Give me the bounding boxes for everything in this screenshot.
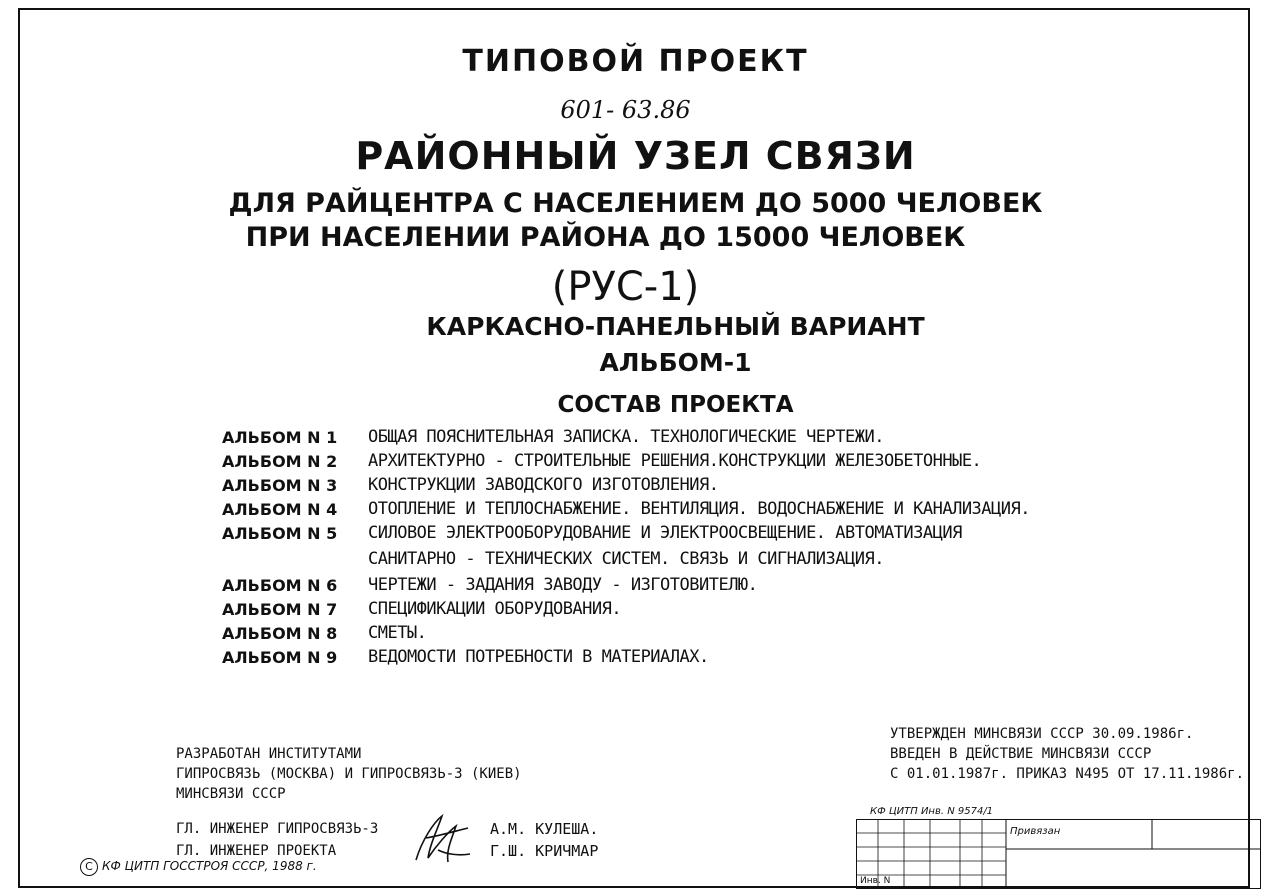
approval-line-1: УТВЕРЖДЕН МИНСВЯЗИ СССР 30.09.1986г.: [890, 726, 1194, 742]
list-item: [222, 596, 1212, 620]
subtitle-line-1: ДЛЯ РАЙЦЕНТРА С НАСЕЛЕНИЕМ ДО 5000 ЧЕЛОВЕК: [228, 188, 1043, 219]
album-label: АЛЬБОМ N 4: [222, 500, 338, 519]
chief-role-1: ГЛ. ИНЖЕНЕР ГИПРОСВЯЗЬ-3: [176, 821, 379, 837]
album-description: СПЕЦИФИКАЦИИ ОБОРУДОВАНИЯ.: [368, 599, 622, 619]
album-description: КОНСТРУКЦИИ ЗАВОДСКОГО ИЗГОТОВЛЕНИЯ.: [368, 475, 719, 495]
subtitle-line-2: ПРИ НАСЕЛЕНИИ РАЙОНА ДО 15000 ЧЕЛОВЕК: [245, 222, 966, 253]
approval-line-2: ВВЕДЕН В ДЕЙСТВИЕ МИНСВЯЗИ СССР: [890, 746, 1152, 762]
album-description: СИЛОВОЕ ЭЛЕКТРООБОРУДОВАНИЕ И ЭЛЕКТРООСВЕЩЕНИЕ. АВТОМАТИЗАЦИЯ: [368, 523, 962, 543]
album-label: АЛЬБОМ N 6: [222, 576, 338, 595]
album-label: АЛЬБОМ N 8: [222, 624, 338, 643]
copyright-icon: C: [80, 858, 98, 876]
list-item: [222, 620, 1212, 644]
signature-icon: [408, 810, 478, 870]
album-label: АЛЬБОМ N 7: [222, 600, 338, 619]
stamp-attached-label: Привязан: [1010, 826, 1061, 837]
album-description-continued: САНИТАРНО - ТЕХНИЧЕСКИХ СИСТЕМ. СВЯЗЬ И СИГНАЛИЗАЦИЯ.: [368, 549, 884, 569]
album-description: ОТОПЛЕНИЕ И ТЕПЛОСНАБЖЕНИЕ. ВЕНТИЛЯЦИЯ. ВОДОСНАБЖЕНИЕ И КАНАЛИЗАЦИЯ.: [368, 499, 1030, 519]
chief-name-1: А.М. КУЛЕША.: [490, 820, 599, 838]
list-item: [222, 644, 1212, 668]
chief-roles: [176, 818, 378, 862]
album-label: АЛЬБОМ N 3: [222, 476, 338, 495]
project-code: (РУС-1): [551, 264, 700, 310]
stamp-inv-label: Инв. N: [860, 876, 891, 886]
album-description: АРХИТЕКТУРНО - СТРОИТЕЛЬНЫЕ РЕШЕНИЯ.КОНСТРУКЦИИ ЖЕЛЕЗОБЕТОННЫЕ.: [368, 451, 982, 471]
album-label: АЛЬБОМ N 2: [222, 452, 338, 471]
album-title: АЛЬБОМ-1: [599, 348, 752, 377]
developed-by-line-3: МИНСВЯЗИ СССР: [176, 786, 286, 802]
album-label: АЛЬБОМ N 5: [222, 524, 338, 543]
composition-heading: СОСТАВ ПРОЕКТА: [557, 392, 794, 418]
project-number: 601- 63.86: [560, 96, 691, 124]
album-description: СМЕТЫ.: [368, 623, 427, 643]
variant-title: КАРКАСНО-ПАНЕЛЬНЫЙ ВАРИАНТ: [426, 312, 925, 341]
approval-block: [890, 724, 1244, 784]
chief-name-2: Г.Ш. КРИЧМАР: [490, 842, 599, 860]
album-label: АЛЬБОМ N 9: [222, 648, 338, 667]
list-item: [222, 520, 1212, 572]
developed-by-block: [176, 744, 522, 804]
chief-role-2: ГЛ. ИНЖЕНЕР ПРОЕКТА: [176, 843, 337, 859]
list-item: [222, 572, 1212, 596]
developed-by-line-1: РАЗРАБОТАН ИНСТИТУТАМИ: [176, 746, 362, 762]
album-description: ОБЩАЯ ПОЯСНИТЕЛЬНАЯ ЗАПИСКА. ТЕХНОЛОГИЧЕСКИЕ ЧЕРТЕЖИ.: [368, 427, 884, 447]
approval-line-3: С 01.01.1987г. ПРИКАЗ N495 ОТ 17.11.1986г.: [890, 766, 1245, 782]
developed-by-line-2: ГИПРОСВЯЗЬ (МОСКВА) И ГИПРОСВЯЗЬ-3 (КИЕВ): [176, 766, 522, 782]
list-item: [222, 472, 1212, 496]
page-title: РАЙОННЫЙ УЗЕЛ СВЯЗИ: [355, 134, 916, 178]
album-list: [222, 424, 1212, 668]
album-label: АЛЬБОМ N 1: [222, 428, 338, 447]
list-item: [222, 424, 1212, 448]
copyright-note: [80, 858, 317, 876]
album-description: ВЕДОМОСТИ ПОТРЕБНОСТИ В МАТЕРИАЛАХ.: [368, 647, 709, 667]
list-item: [222, 448, 1212, 472]
document-type: ТИПОВОЙ ПРОЕКТ: [462, 44, 809, 79]
copyright-text: КФ ЦИТП ГОССТРОЯ СССР, 1988 г.: [102, 859, 317, 873]
stamp-inventory-label: КФ ЦИТП Инв. N 9574/1: [870, 806, 994, 817]
album-description: ЧЕРТЕЖИ - ЗАДАНИЯ ЗАВОДУ - ИЗГОТОВИТЕЛЮ.: [368, 575, 758, 595]
chief-names: [490, 818, 598, 862]
list-item: [222, 496, 1212, 520]
